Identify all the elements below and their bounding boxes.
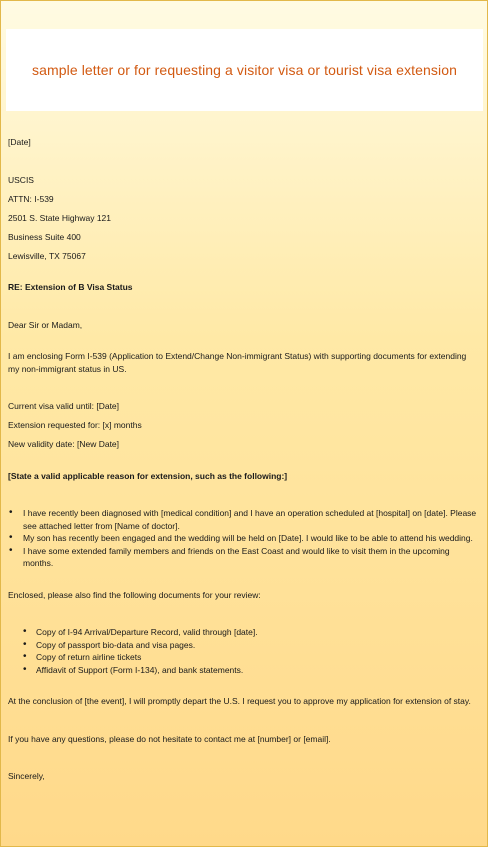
- list-item: • Affidavit of Support (Form I-134), and bank statements.: [8, 664, 478, 677]
- address-line: Lewisville, TX 75067: [8, 250, 86, 261]
- reasons-list: [8, 507, 478, 570]
- list-item: • I have some extended family members and friends on the East Coast and would like to visit them in the upcoming months.: [8, 545, 478, 570]
- intro-paragraph: I am enclosing Form I-539 (Application to Extend/Change Non-immigrant Status) with supporting documents for extending my non-immigrant status in US.: [8, 351, 467, 374]
- recipient-address: [8, 174, 478, 263]
- subject-line: RE: Extension of B Visa Status: [8, 282, 133, 292]
- contact-paragraph: If you have any questions, please do not hesitate to contact me at [number] or [email].: [8, 733, 331, 744]
- address-line: Business Suite 400: [8, 231, 81, 242]
- documents-list: [8, 626, 478, 676]
- letter-body: [8, 136, 478, 783]
- address-line: ATTN: I-539: [8, 193, 54, 204]
- detail-line: Extension requested for: [x] months: [8, 420, 142, 430]
- conclusion-paragraph: At the conclusion of [the event], I will promptly depart the U.S. I request you to approve my application for extension of stay.: [8, 696, 471, 706]
- reason-heading: [State a valid applicable reason for extension, such as the following:]: [8, 470, 288, 481]
- salutation: Dear Sir or Madam,: [8, 319, 83, 330]
- list-item: • My son has recently been engaged and the wedding will be held on [Date]. I would like to be able to attend his wedding.: [8, 532, 478, 545]
- letter-date: [Date]: [8, 137, 31, 147]
- visa-details: [8, 400, 478, 451]
- detail-line: Current visa valid until: [Date]: [8, 401, 120, 411]
- list-item: • Copy of passport bio-data and visa pages.: [8, 639, 478, 652]
- closing: Sincerely,: [8, 771, 45, 781]
- enclosed-intro: Enclosed, please also find the following documents for your review:: [8, 589, 261, 600]
- address-line: 2501 S. State Highway 121: [8, 212, 112, 223]
- detail-line: New validity date: [New Date]: [8, 439, 120, 449]
- title-banner: [6, 29, 483, 111]
- page-title: sample letter or for requesting a visitor visa or tourist visa extension: [31, 62, 458, 78]
- list-item: • Copy of I-94 Arrival/Departure Record, valid through [date].: [8, 626, 478, 639]
- address-line: USCIS: [8, 174, 34, 185]
- list-item: • Copy of return airline tickets: [8, 651, 478, 664]
- list-item: • I have recently been diagnosed with [medical condition] and I have an operation scheduled at [hospital] on [date]. Please see attached letter from [Name of doctor].: [8, 507, 478, 532]
